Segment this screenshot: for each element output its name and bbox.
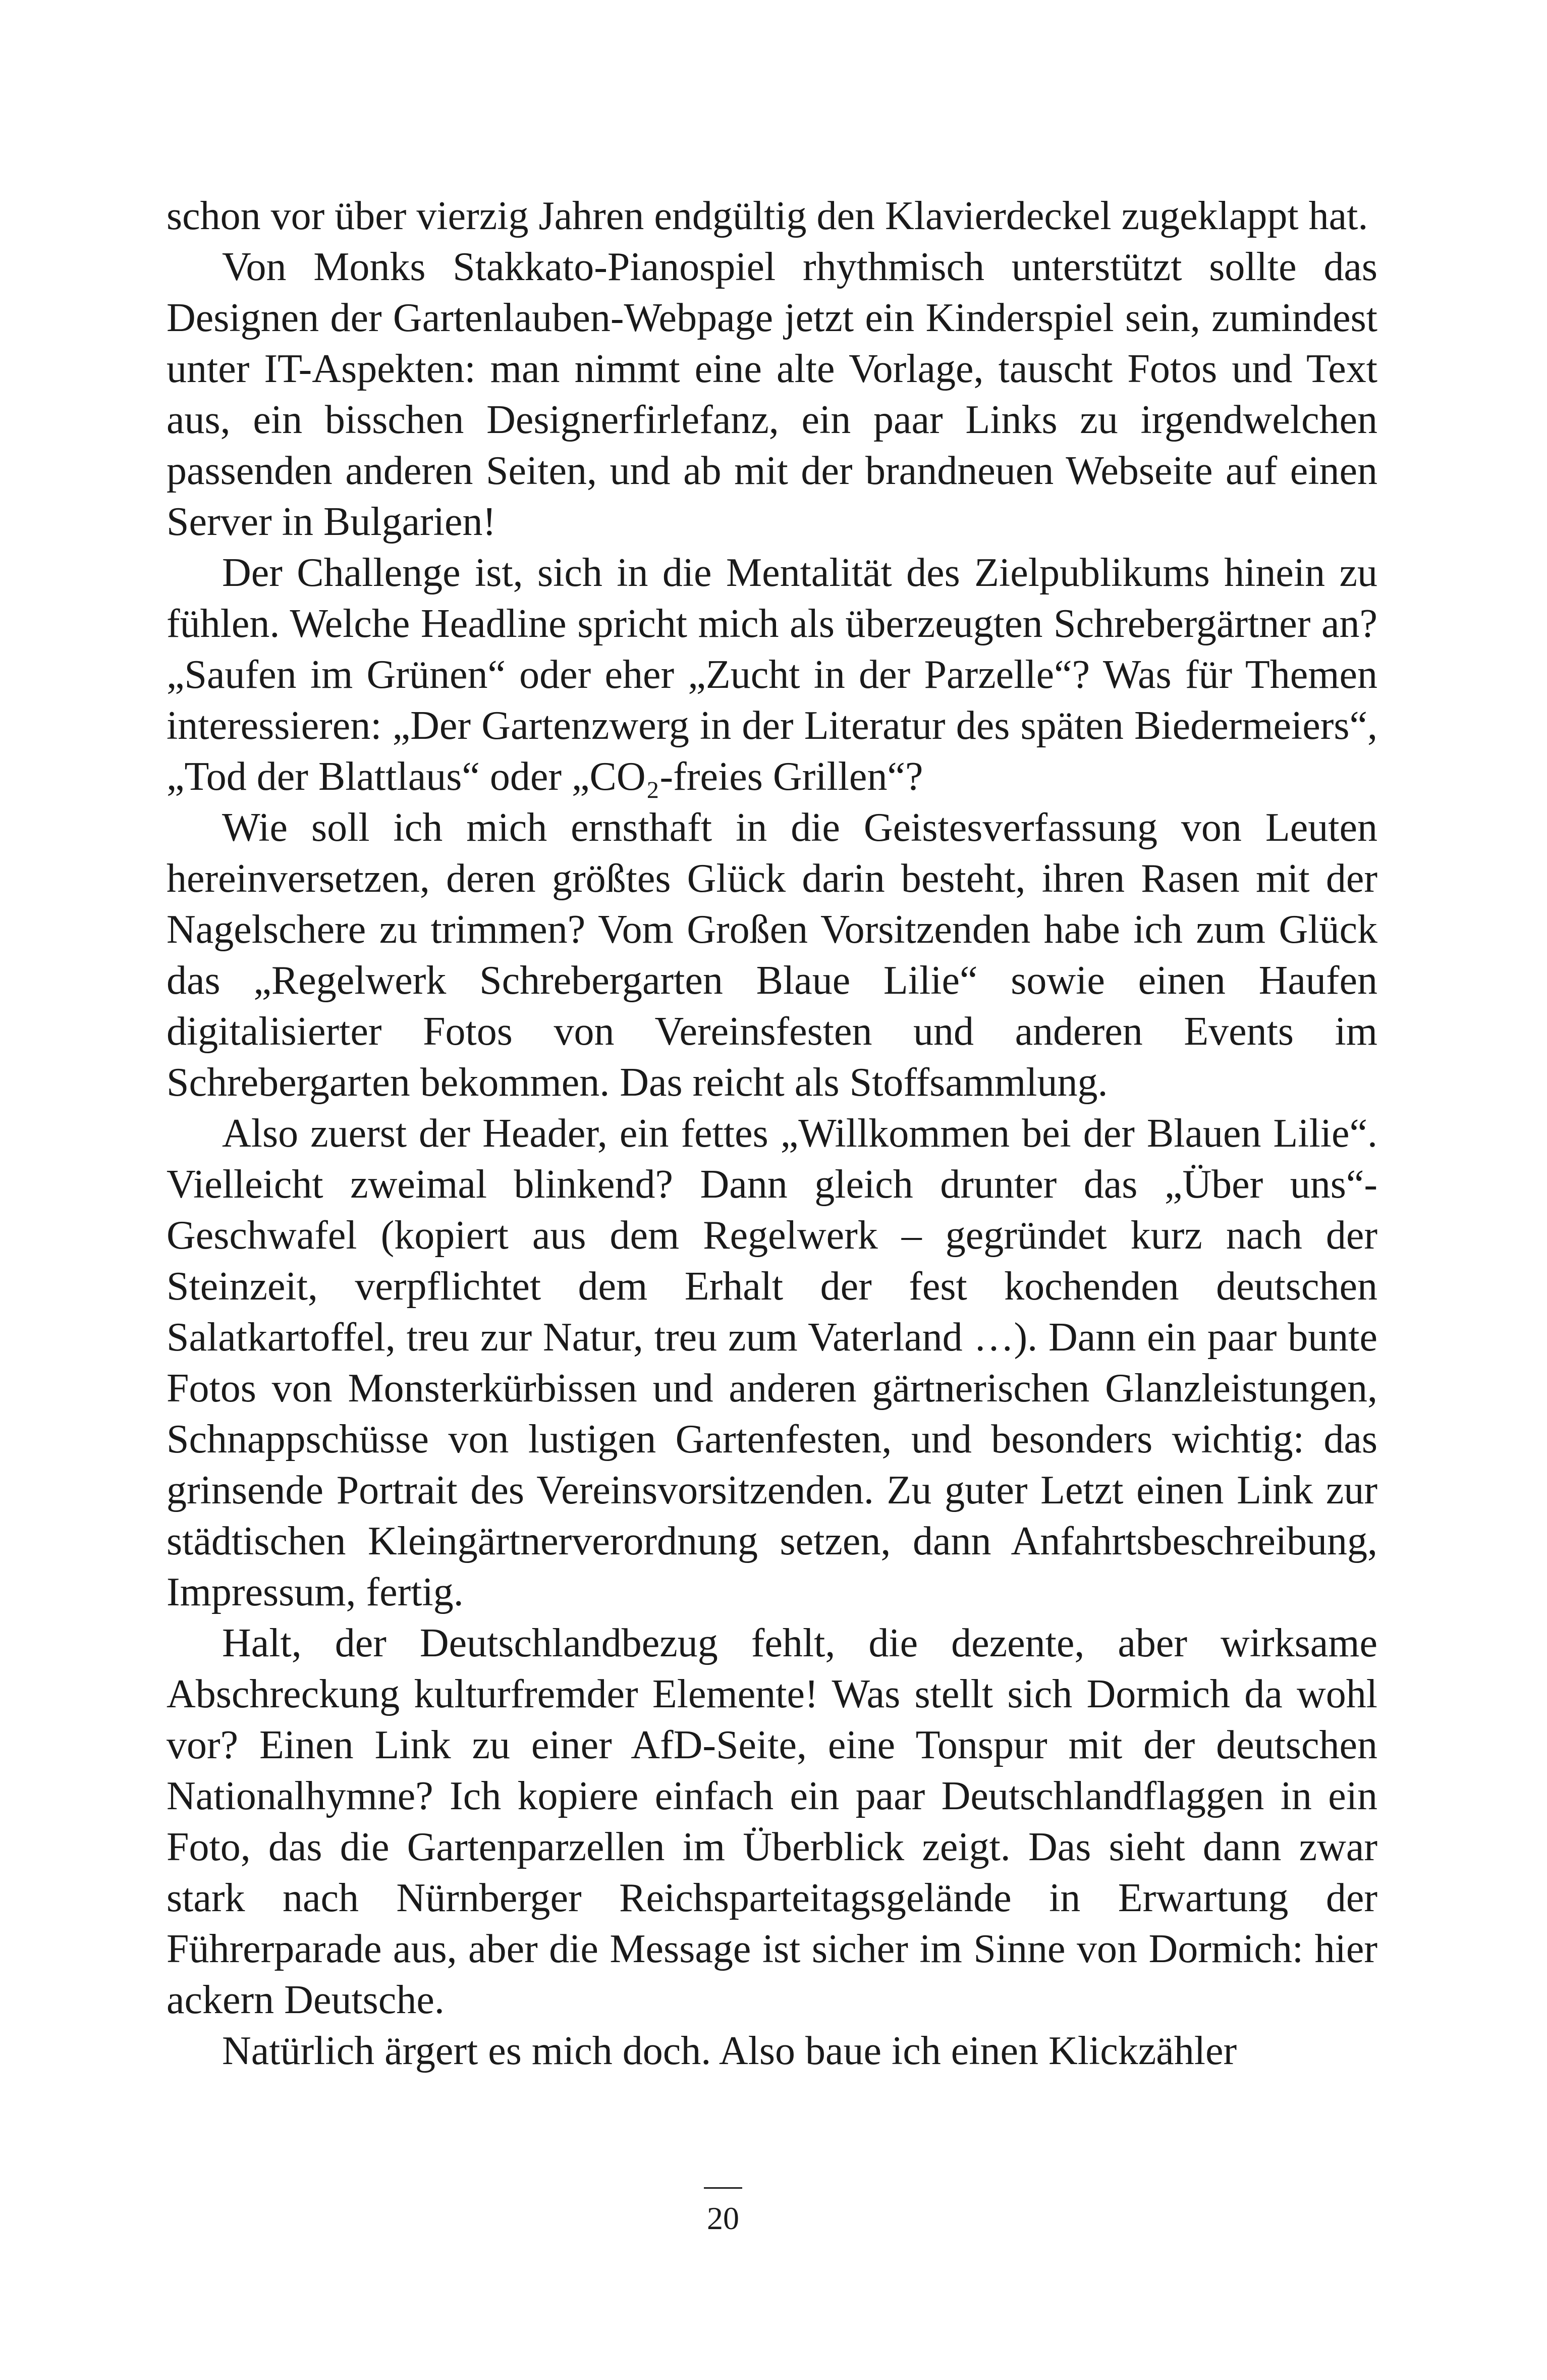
paragraph: Halt, der Deutschlandbezug fehlt, die dezente, aber wirksame Abschreckung kulturfremder Elemente! Was stellt sich Dormich da wohl vor? Einen Link zu einer AfD-Seite, eine Tonspur mit der deutschen Nationalhymne? Ich kopiere einfach ein paar Deutschlandflaggen in ein Foto, das die Gartenparzellen im Überblick zeigt. Das sieht dann zwar stark nach Nürnberger Reichsparteitagsgelände in Erwartung der Führerparade aus, aber die Message ist sicher im Sinne von Dormich: hier ackern Deutsche. (167, 1621, 1377, 2022)
paragraph: Also zuerst der Header, ein fettes „Willkommen bei der Blauen Lilie“. Vielleicht zweimal blinkend? Dann gleich drunter das „Über uns“-Geschwafel (kopiert aus dem Regelwerk – gegründet kurz nach der Steinzeit, verpflichtet dem Erhalt der fest kochenden deutschen Salatkartoffel, treu zur Natur, treu zum Vaterland …). Dann ein paar bunte Fotos von Monsterkürbissen und anderen gärtnerischen Glanzleistungen, Schnappschüsse von lustigen Gartenfesten, und besonders wichtig: das grinsende Portrait des Vereinsvorsitzenden. Zu guter Letzt einen Link zur städtischen Kleingärtnerverordnung setzen, dann Anfahrtsbeschreibung, Impressum, fertig. (167, 1111, 1377, 1614)
page-number: 20 (707, 2200, 739, 2236)
body-text (167, 191, 1377, 2077)
paragraph: Natürlich ärgert es mich doch. Also baue ich einen Klickzähler (222, 2029, 1237, 2073)
page-number-rule (704, 2187, 742, 2189)
paragraph-continuation: schon vor über vierzig Jahren endgültig den Klavierdeckel zugeklappt hat. (167, 194, 1368, 238)
paragraph: Von Monks Stakkato-Pianospiel rhythmisch unterstützt sollte das Designen der Gartenlauben-Webpage jetzt ein Kinderspiel sein, zumindest unter IT-Aspekten: man nimmt eine alte Vorlage, tauscht Fotos und Text aus, ein bisschen Designerfirlefanz, ein paar Links zu irgendwelchen passenden anderen Seiten, und ab mit der brandneuen Webseite auf einen Server in Bulgarien! (167, 245, 1377, 544)
paragraph: Wie soll ich mich ernsthaft in die Geistesverfassung von Leuten hereinversetzen, deren größtes Glück darin besteht, ihren Rasen mit der Nagelschere zu trimmen? Vom Großen Vorsitzenden habe ich zum Glück das „Regelwerk Schrebergarten Blaue Lilie“ sowie einen Haufen digitalisierter Fotos von Vereinsfesten und anderen Events im Schrebergarten bekommen. Das reicht als Stoffsammlung. (167, 805, 1377, 1105)
paragraph: Der Challenge ist, sich in die Mentalität des Zielpublikums hinein zu fühlen. Welche Headline spricht mich als überzeugten Schrebergärtner an? „Saufen im Grünen“ oder eher „Zucht in der Parzelle“? Was für Themen interessieren: „Der Gartenzwerg in der Literatur des späten Biedermeiers“, „Tod der Blattlaus“ oder „CO₂-freies Grillen“? (167, 551, 1377, 799)
